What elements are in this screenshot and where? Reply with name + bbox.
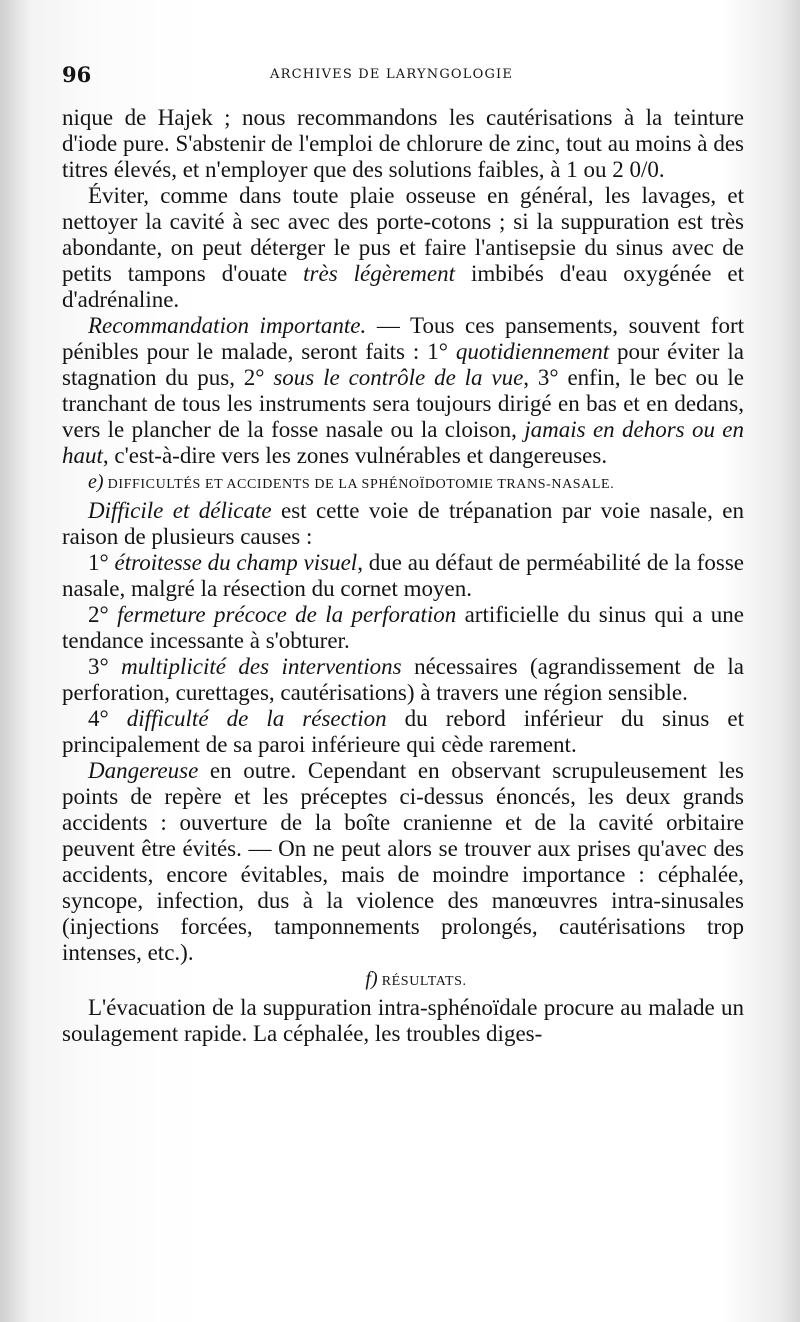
section-letter: f) bbox=[365, 968, 378, 990]
emphasis-text: Dangereuse bbox=[88, 758, 199, 783]
list-number: 3° bbox=[88, 654, 122, 679]
section-title: RÉSULTATS. bbox=[381, 974, 467, 989]
paragraph-recommandation bbox=[62, 313, 744, 469]
paragraph-text: est cette voie de trépanation par voie nasale, en raison de plusieurs causes : bbox=[62, 498, 745, 549]
paragraph-continuation bbox=[62, 105, 744, 183]
paragraph-text: en outre. Cependant en observant scrupuleusement les points de repère et les préceptes ci-dessus énoncés, les deux grands accidents : ouverture de la boîte cranienne et de la cavité orbitaire peuvent être évités. — On ne peut alors se trouver aux prises qu'avec des accidents, encore évitables, mais de moindre importance : céphalée, syncope, infection, dus à la violence des manœuvres intra-sinusales (injections forcées, tamponnements prolongés, cautérisations trop intenses, etc.). bbox=[62, 758, 744, 965]
section-heading-f bbox=[62, 966, 744, 995]
paragraph-text: , 3° enfin, le bec ou le tranchant de tous les instruments sera toujours dirigé en bas et en dedans, vers le plancher de la fosse nasale ou la cloison, bbox=[62, 365, 744, 442]
emphasis-text: fermeture précoce de la perforation bbox=[117, 602, 457, 627]
paragraph-text: L'évacuation de la suppuration intra-sphénoïdale procure au malade un soulagement rapide. La céphalée, les troubles diges- bbox=[62, 995, 744, 1046]
paragraph-item-1 bbox=[62, 550, 744, 602]
body-text bbox=[62, 105, 744, 1047]
list-number: 2° bbox=[88, 602, 118, 627]
section-letter: e) bbox=[88, 471, 104, 493]
emphasis-text: jamais en dehors ou en haut bbox=[62, 417, 744, 468]
paragraph-item-4 bbox=[62, 706, 744, 758]
emphasis-text: Difficile et délicate bbox=[88, 498, 272, 523]
emphasis-text: très légèrement bbox=[303, 261, 455, 286]
paragraph-item-2 bbox=[62, 602, 744, 654]
page-header bbox=[0, 62, 800, 92]
section-title: DIFFICULTÉS ET ACCIDENTS DE LA SPHÉNOÏDOTOMIE TRANS-NASALE. bbox=[107, 477, 615, 492]
emphasis-text: quotidiennement bbox=[455, 339, 610, 364]
paragraph-text: , due au défaut de perméabilité de la fosse nasale, malgré la résection du cornet moyen. bbox=[62, 550, 745, 601]
paragraph-evacuation bbox=[62, 995, 744, 1047]
list-number: 1° bbox=[88, 550, 115, 575]
emphasis-text: étroitesse du champ visuel bbox=[114, 550, 358, 575]
paragraph-lavages bbox=[62, 183, 744, 313]
page-number: 96 bbox=[62, 62, 92, 87]
emphasis-text: difficulté de la résection bbox=[126, 706, 387, 731]
paragraph-dangereuse bbox=[62, 758, 744, 966]
emphasis-text: multiplicité des interventions bbox=[121, 654, 402, 679]
paragraph-item-3 bbox=[62, 654, 744, 706]
list-number: 4° bbox=[88, 706, 127, 731]
paragraph-text: nécessaires (agrandissement de la perforation, curettages, cautérisations) à travers une région sensible. bbox=[62, 654, 744, 705]
paragraph-text: artificielle du sinus qui a une tendance incessante à s'obturer. bbox=[62, 602, 744, 653]
paragraph-text: , c'est-à-dire vers les zones vulnérables et dangereuses. bbox=[102, 443, 608, 468]
paragraph-text: pour éviter la stagnation du pus, 2° bbox=[62, 339, 744, 390]
emphasis-text: sous le contrôle de la vue bbox=[273, 365, 524, 390]
paragraph-text: — Tous ces pansements, souvent fort pénibles pour le malade, seront faits : 1° bbox=[62, 313, 745, 364]
paragraph-difficile bbox=[62, 498, 744, 550]
emphasis-text: Recommandation importante. bbox=[88, 313, 367, 338]
paragraph-text: nique de Hajek ; nous recommandons les cautérisations à la teinture d'iode pure. S'abstenir de l'emploi de chlorure de zinc, tout au moins à des titres élevés, et n'employer que des solutions faibles, à 1 ou 2 0/0. bbox=[62, 105, 744, 182]
paragraph-text: imbibés d'eau oxygénée et d'adrénaline. bbox=[62, 261, 744, 312]
running-title: ARCHIVES DE LARYNGOLOGIE bbox=[270, 67, 514, 82]
section-heading-e bbox=[62, 469, 744, 498]
paragraph-text: Éviter, comme dans toute plaie osseuse en général, les lavages, et nettoyer la cavité à sec avec des porte-cotons ; si la suppuration est très abondante, on peut déterger le pus et faire l'antisepsie du sinus avec de petits tampons d'ouate bbox=[62, 183, 744, 286]
paragraph-text: du rebord inférieur du sinus et principalement de sa paroi inférieure qui cède rarement. bbox=[62, 706, 745, 757]
